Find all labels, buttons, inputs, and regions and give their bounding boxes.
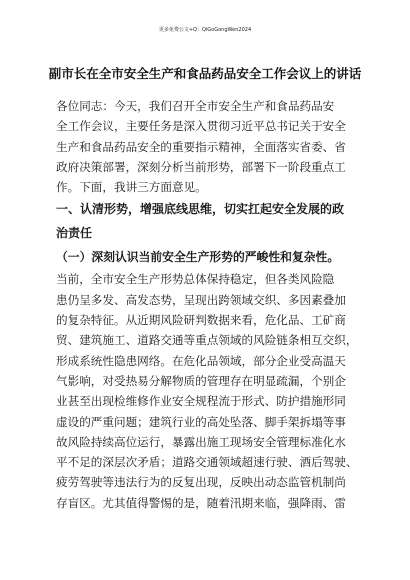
document-body [56,96,358,513]
section-heading: 一、认清形势，增强底线思维，切实扛起安全发展的政 [56,202,345,217]
body-line: 故风险持续高位运行，暴露出施工现场安全管理标准化水 [56,434,346,449]
body-line: 当前，全市安全生产形势总体保持稳定，但各类风险隐 [56,272,335,287]
body-line: 各位同志：今天，我们召开全市安全生产和食品药品安 [56,99,335,113]
body-line: 生产和食品药品安全的重要指示精神，全面落实省委、省 [56,139,346,154]
header-note: 更多免费公文+Q：QiGoGongWen2024 [158,27,252,33]
subsection-heading: （一）深刻认识当前安全生产形势的严峻性和复杂性。 [56,250,340,265]
body-line: 全工作会议，主要任务是深入贯彻习近平总书记关于安全 [56,119,346,134]
body-line: 形成系统性隐患网络。在危化品领域，部分企业受高温天 [56,353,346,368]
body-line: 疲劳驾驶等违法行为的反复出现，反映出动态监管机制尚 [56,475,346,490]
body-line: 气影响，对受热易分解物质的管理存在明显疏漏，个别企 [56,373,346,388]
body-line: 政府决策部署，深刻分析当前形势，部署下一阶段重点工 [56,159,346,174]
body-line: 的复杂特征。从近期风险研判数据来看，危化品、工矿商 [56,313,346,328]
body-line: 作。下面，我讲三方面意见。 [56,180,207,195]
body-line: 虚设的严重问题；建筑行业的高处坠落、脚手架拆塌等事 [56,414,346,429]
body-line: 贸、建筑施工、道路交通等重点领域的风险链条相互交织， [56,333,358,348]
body-line: 患仍呈多发、高发态势，呈现出跨领域交织、多因素叠加 [56,292,346,307]
section-heading-cont: 治责任 [56,226,93,241]
body-line: 存盲区。尤其值得警惕的是，随着汛期来临，强降雨、雷 [56,495,346,510]
body-line: 业甚至出现检维修作业安全规程流于形式、防护措施形同 [56,394,346,409]
body-line: 平不足的深层次矛盾；道路交通领域超速行驶、酒后驾驶、 [56,455,358,470]
document-title: 副市长在全市安全生产和食品药品安全工作会议上的讲话 [48,66,362,81]
